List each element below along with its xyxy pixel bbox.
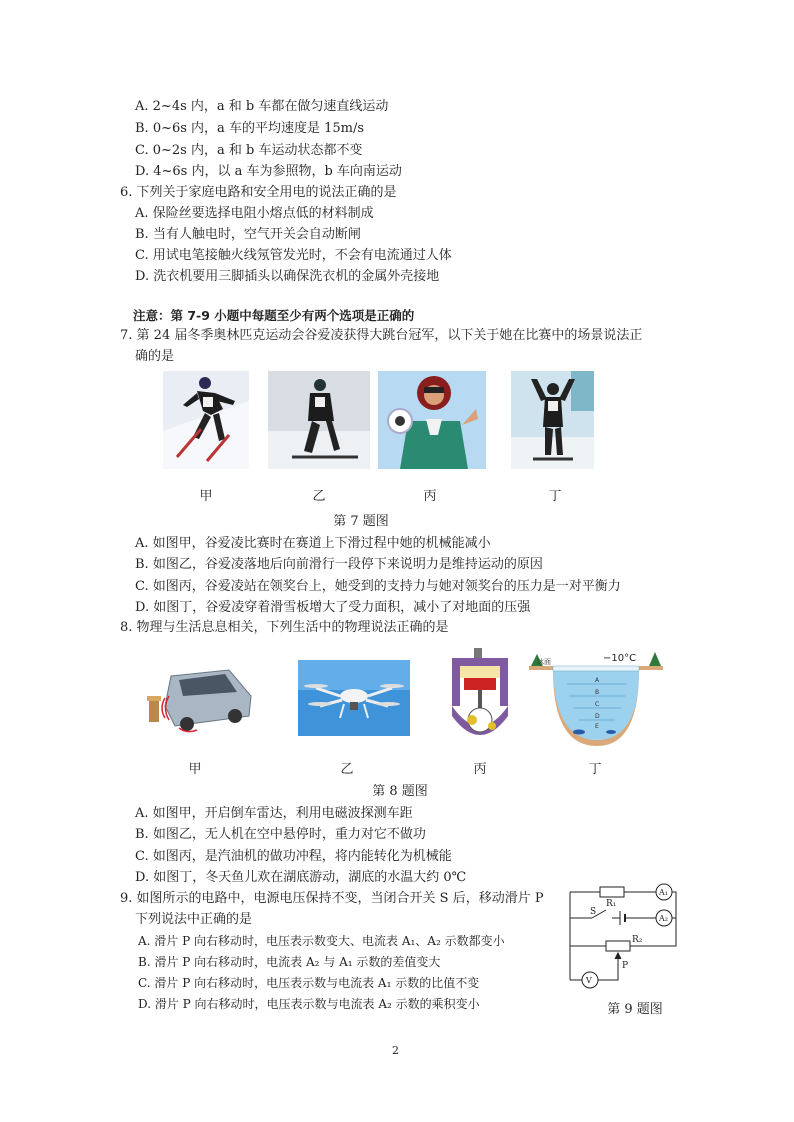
- q8-fig-frozen-lake: [527, 648, 665, 748]
- q5-option-b: B. 0~6s 内，a 车的平均速度是 15m/s: [135, 121, 364, 136]
- q8-option-d: D. 如图丁，冬天鱼儿欢在湖底游动，湖底的水温大约 0℃: [135, 870, 467, 885]
- circuit-label-v: V: [586, 976, 592, 985]
- q5-option-c: C. 0~2s 内，a 和 b 车运动状态都不变: [135, 143, 363, 158]
- q9-caption: 第 9 题图: [607, 1002, 663, 1017]
- q7-photo-ding: [511, 371, 594, 469]
- multi-answer-note: 注意：第 7-9 小题中每题至少有两个选项是正确的: [133, 308, 415, 323]
- q6-option-a: A. 保险丝要选择电阻小熔点低的材料制成: [135, 206, 374, 221]
- q8-label-yi: 乙: [340, 762, 354, 777]
- lake-temp-label: −10°C: [603, 653, 637, 664]
- q8-fig-drone: [298, 660, 410, 736]
- circuit-label-p: P: [622, 961, 629, 971]
- q8-label-ding: 丁: [588, 762, 602, 777]
- q7-label-yi: 乙: [312, 489, 326, 504]
- q8-label-jia: 甲: [188, 762, 202, 777]
- lake-layer-b: B: [595, 689, 600, 696]
- q9-stem-line2: 下列说法中正确的是: [135, 912, 253, 927]
- q7-option-d: D. 如图丁，谷爱凌穿着滑雪板增大了受力面积，减小了对地面的压强: [135, 600, 531, 615]
- q7-option-c: C. 如图丙，谷爱凌站在领奖台上，她受到的支持力与她对领奖台的压力是一对平衡力: [135, 579, 621, 594]
- q8-caption: 第 8 题图: [372, 784, 428, 799]
- lake-layer-c: C: [595, 701, 600, 708]
- q5-option-d: D. 4~6s 内，以 a 车为参照物，b 车向南运动: [135, 164, 402, 179]
- circuit-label-a1: A₁: [659, 888, 668, 897]
- q7-photo-yi: [268, 371, 370, 469]
- q7-stem-line1: 7. 第 24 届冬季奥林匹克运动会谷爱凌获得大跳台冠军，以下关于她在比赛中的场景说法正: [120, 328, 643, 343]
- q8-option-c: C. 如图丙，是汽油机的做功冲程，将内能转化为机械能: [135, 849, 452, 864]
- q7-photo-jia: [163, 371, 249, 469]
- q6-option-d: D. 洗衣机要用三脚插头以确保洗衣机的金属外壳接地: [135, 269, 440, 284]
- q8-option-a: A. 如图甲，开启倒车雷达，利用电磁波探测车距: [135, 806, 413, 821]
- q9-circuit-diagram: [560, 876, 680, 996]
- circuit-label-r1: R₁: [606, 899, 617, 909]
- q8-fig-engine: [442, 646, 518, 746]
- page-number: 2: [392, 1044, 399, 1057]
- q9-option-d: D. 滑片 P 向右移动时，电压表示数与电流表 A₂ 示数的乘积变小: [138, 997, 480, 1011]
- circuit-label-s: S: [590, 907, 597, 917]
- q8-stem: 8. 物理与生活息息相关，下列生活中的物理说法正确的是: [120, 620, 449, 635]
- lake-layer-d: D: [595, 713, 600, 720]
- q9-option-c: C. 滑片 P 向右移动时，电压表示数与电流表 A₁ 示数的比值不变: [138, 976, 480, 990]
- q7-caption: 第 7 题图: [333, 514, 389, 529]
- circuit-label-r2: R₂: [632, 935, 643, 945]
- q7-stem-line2: 确的是: [135, 349, 175, 364]
- lake-ice-label: 冰面: [537, 658, 551, 666]
- lake-layer-e: E: [595, 723, 599, 730]
- q7-option-a: A. 如图甲，谷爱凌比赛时在赛道上下滑过程中她的机械能减小: [135, 536, 491, 551]
- q5-option-a: A. 2~4s 内，a 和 b 车都在做匀速直线运动: [135, 99, 389, 114]
- q6-option-b: B. 当有人触电时，空气开关会自动断闸: [135, 227, 361, 242]
- q7-label-ding: 丁: [548, 489, 562, 504]
- lake-layer-a: A: [595, 677, 600, 684]
- q9-stem-line1: 9. 如图所示的电路中，电源电压保持不变，当闭合开关 S 后，移动滑片 P: [120, 891, 544, 906]
- q8-label-bing: 丙: [473, 762, 487, 777]
- q7-label-bing: 丙: [423, 489, 437, 504]
- q7-option-b: B. 如图乙，谷爱凌落地后向前滑行一段停下来说明力是维持运动的原因: [135, 557, 543, 572]
- q6-stem: 6. 下列关于家庭电路和安全用电的说法正确的是: [120, 185, 397, 200]
- q9-option-b: B. 滑片 P 向右移动时，电流表 A₂ 与 A₁ 示数的差值变大: [138, 955, 441, 969]
- q6-option-c: C. 用试电笔接触火线氖管发光时，不会有电流通过人体: [135, 248, 452, 263]
- q7-label-jia: 甲: [199, 489, 213, 504]
- q7-photo-bing: [378, 371, 486, 469]
- circuit-label-a2: A₂: [659, 914, 668, 923]
- q9-option-a: A. 滑片 P 向右移动时，电压表示数变大、电流表 A₁、A₂ 示数都变小: [138, 934, 505, 948]
- q8-option-b: B. 如图乙，无人机在空中悬停时，重力对它不做功: [135, 827, 426, 842]
- q8-fig-car-radar: [135, 656, 255, 736]
